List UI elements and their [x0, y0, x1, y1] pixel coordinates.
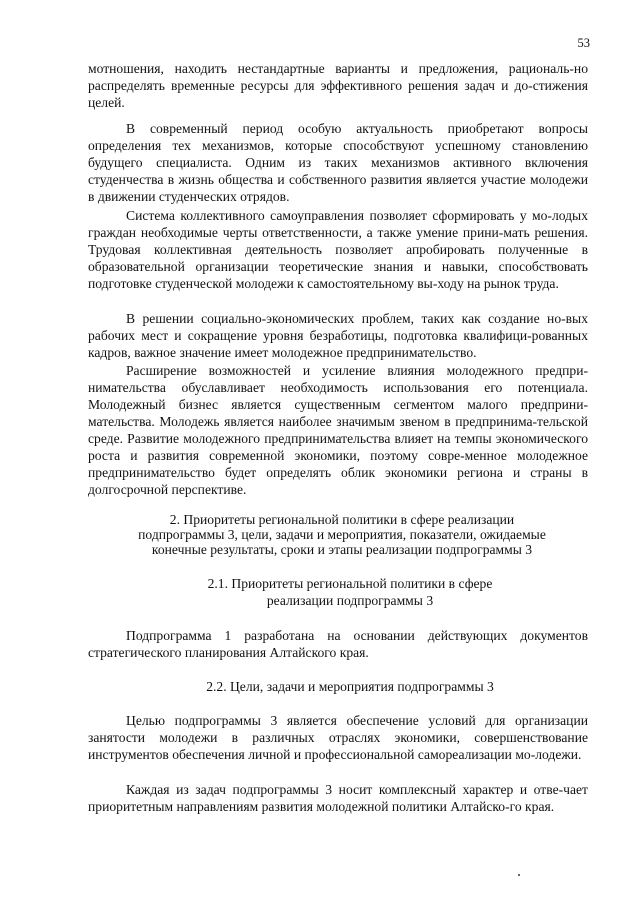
section-2-heading [88, 512, 596, 557]
paragraph-intro-continuation: мотношения, находить нестандартные варианты и предложения, рациональ-но распределять временные ресурсы для эффективного решения задач и до-стижения целей. [88, 61, 588, 110]
paragraph-self-government: Система коллективного самоуправления позволяет сформировать у мо-лодых граждан необходимые черты ответственности, а также умение прини-мать решения. Трудовая коллективная деятельность позволяет апробировать полученные в образовательной организации теоретические знания и навыки, способствовать подготовке студенческой молодежи к самостоятельному вы-ходу на рынок труда. [88, 208, 588, 291]
section-2-heading-line-3: конечные результаты, сроки и этапы реализации подпрограммы 3 [151, 542, 533, 557]
paragraph-socio-economic: В решении социально-экономических проблем, таких как создание но-вых рабочих мест и сокращение уровня безработицы, подготовка квалифици-рованных кадров, важное значение имеет молодежное предпринимательство. [88, 311, 588, 360]
section-2-heading-line-2: подпрограммы 3, цели, задачи и мероприятия, показатели, ожидаемые [138, 527, 546, 542]
section-2-2-heading: 2.2. Цели, задачи и мероприятия подпрограммы 3 [206, 679, 494, 694]
paragraph-subprogram-tasks: Каждая из задач подпрограммы 3 носит комплексный характер и отве-чает приоритетным направлениям развития молодежной политики Алтайско-го края. [88, 782, 588, 814]
paragraph-mechanisms: В современный период особую актуальность приобретают вопросы определения тех механизмов, которые способствуют успешному становлению будущего специалиста. Одним из таких механизмов активного включения студенчества в жизнь общества и собственного развития является участие молодежи в движении студенческих отрядов. [88, 121, 588, 204]
section-2-1-heading [130, 575, 570, 609]
paragraph-subprogram-basis: Подпрограмма 1 разработана на основании действующих документов стратегического планирования Алтайского края. [88, 628, 588, 660]
scan-speck [518, 874, 520, 876]
paragraph-subprogram-goal: Целью подпрограммы 3 является обеспечение условий для организации занятости молодежи в различных отраслях экономики, совершенствование инструментов обеспечения личной и профессиональной самореализации мо-лодежи. [88, 713, 588, 762]
section-2-1-heading-line-2: реализации подпрограммы 3 [266, 593, 434, 608]
paragraph-entrepreneurship: Расширение возможностей и усиление влияния молодежного предпри-нимательства обуславливает необходимость использования его потенциала. Молодежный бизнес является существенным сегментом малого предприни-мательства. Молодежь является наиболее значимым звеном в предпринима-тельской среде. Развитие молодежного предпринимательства влияет на темпы экономического роста и развития современной экономики, поэтому совре-менное молодежное предпринимательство будет определять облик экономики региона и страны в долгосрочной перспективе. [88, 363, 588, 497]
section-2-heading-line-1: 2. Приоритеты региональной политики в сфере реализации [169, 512, 515, 527]
page-number: 53 [577, 36, 590, 50]
section-2-1-heading-line-1: 2.1. Приоритеты региональной политики в сфере [207, 576, 493, 591]
